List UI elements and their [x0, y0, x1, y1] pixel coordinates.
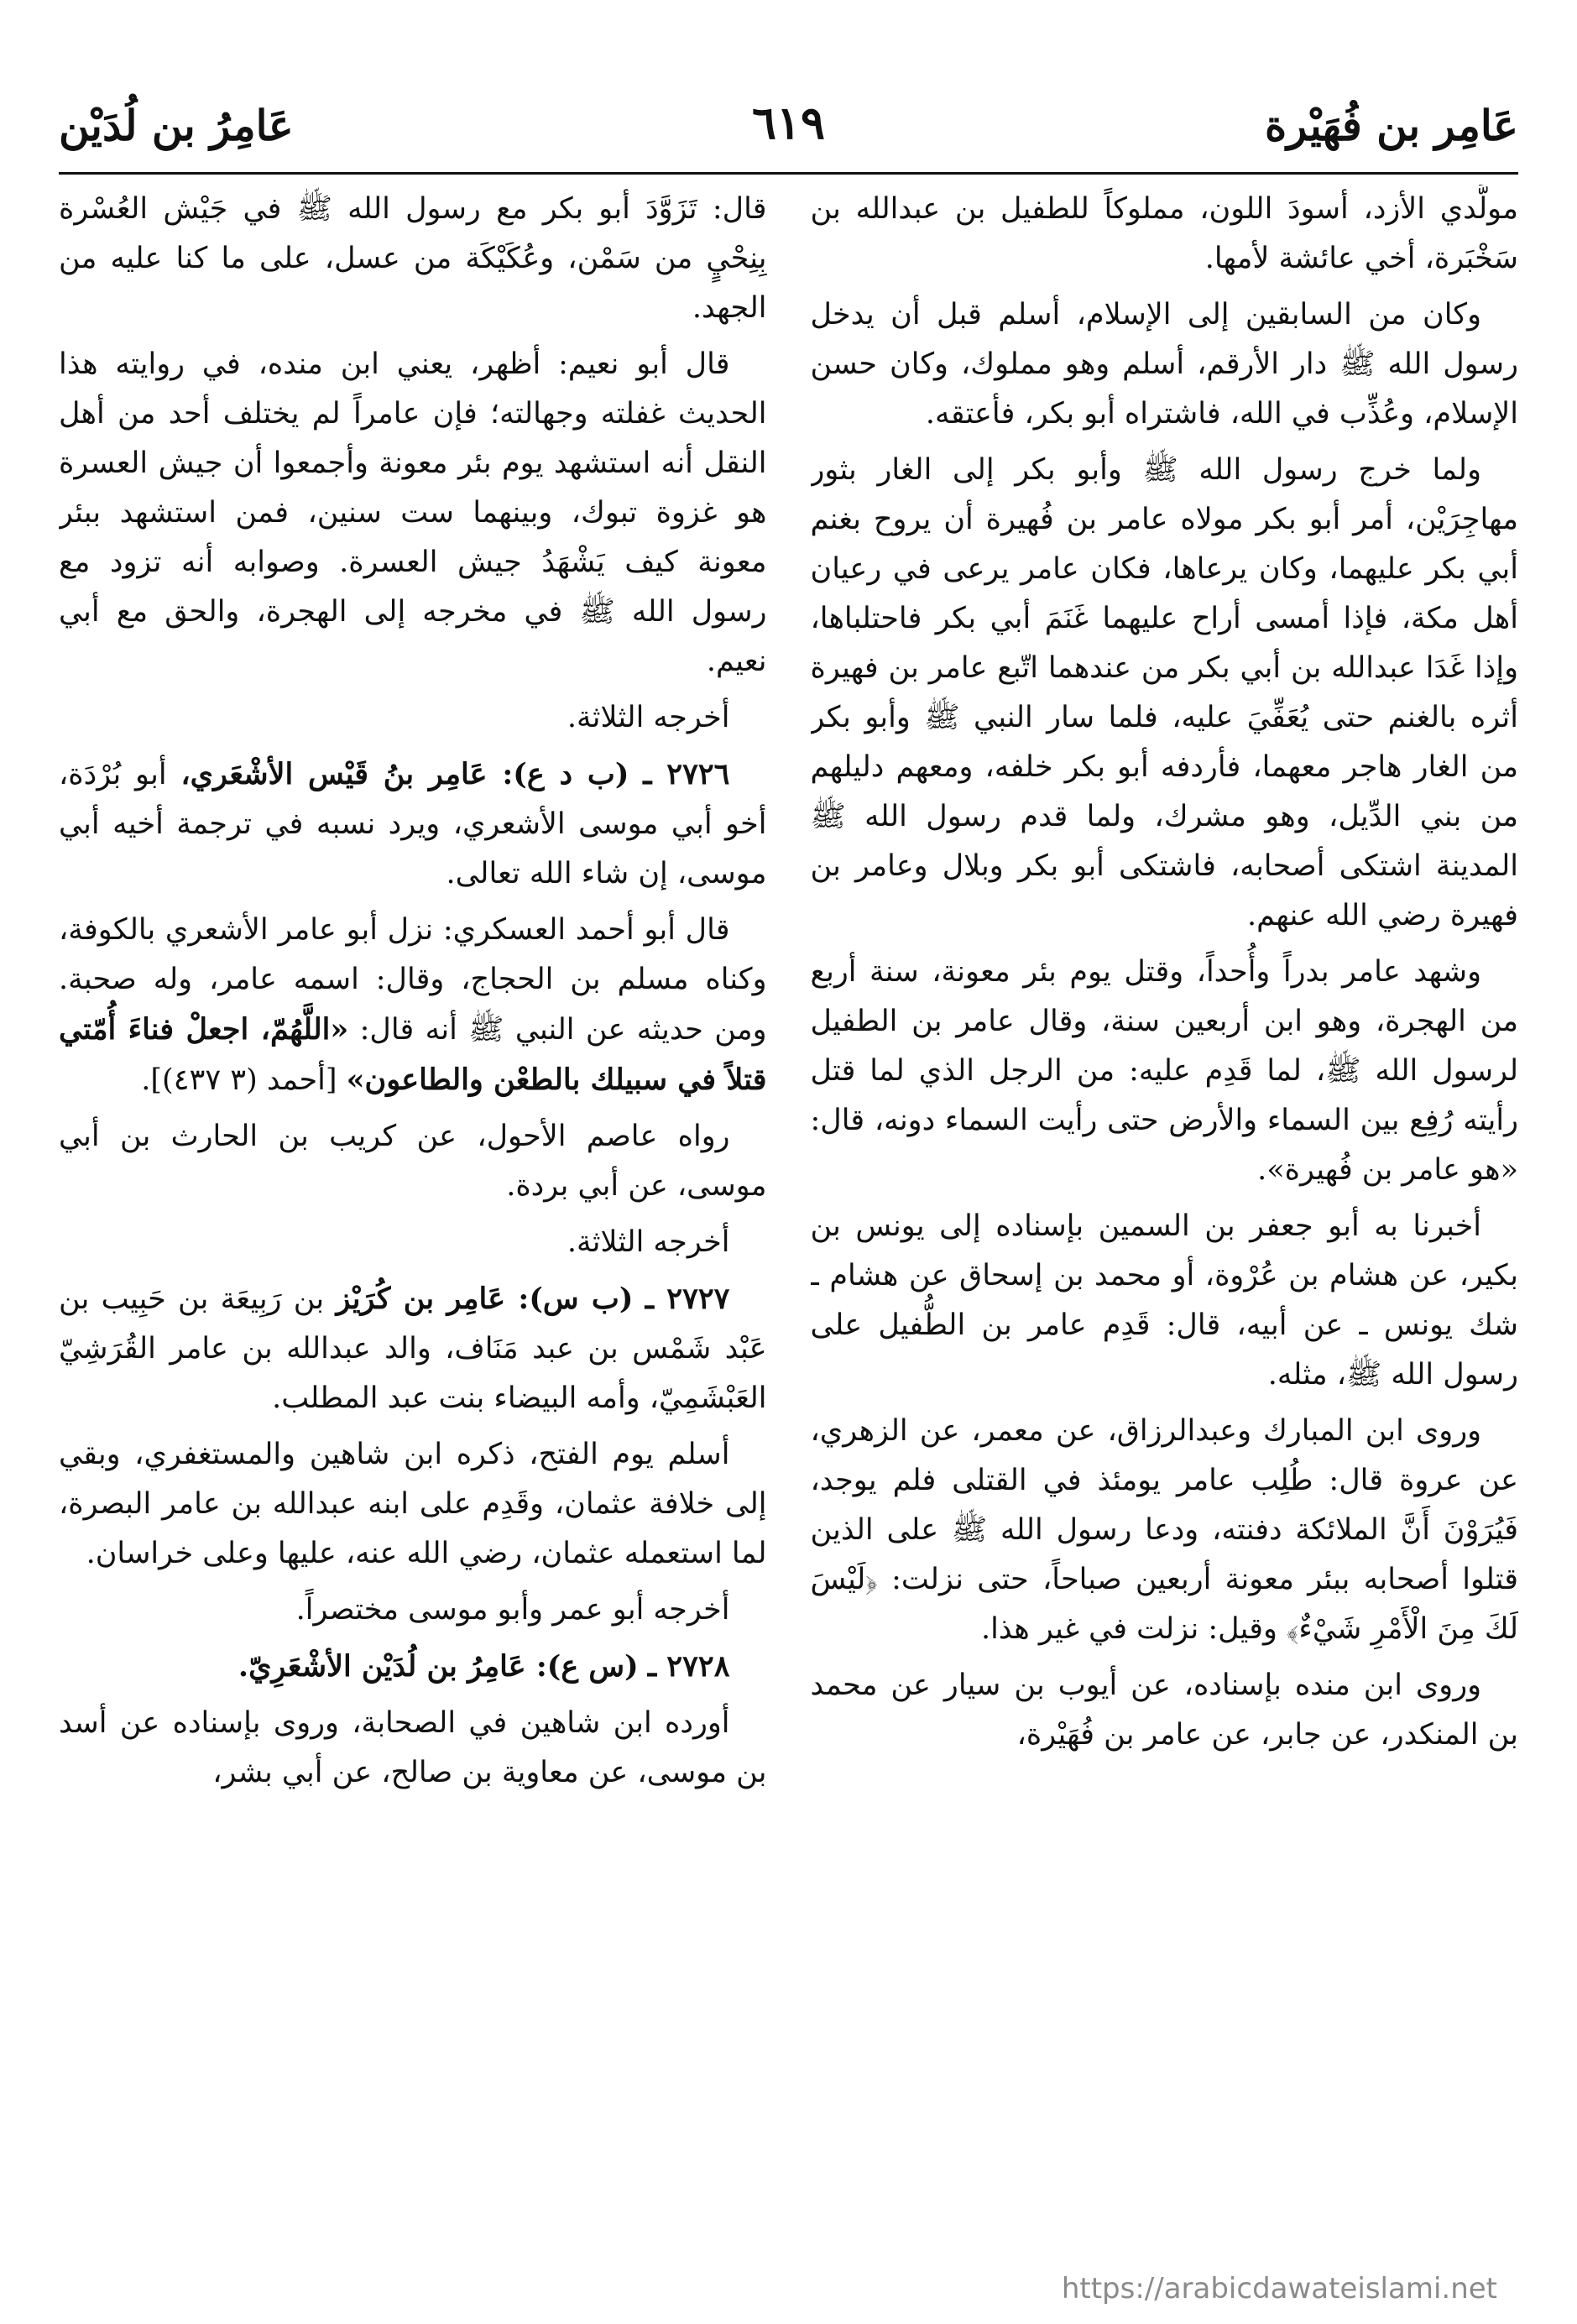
paragraph: [59, 906, 767, 1105]
paragraph: وشهد عامر بدراً وأُحداً، وقتل يوم بئر معونة، سنة أربع من الهجرة، وهو ابن أربعين سنة، وقال عامر بن الطفيل لرسول الله ﷺ، لما قَدِم عليه: من الرجل الذي لما قتل رأيته رُفِع بين السماء والأرض حتى رأيت السماء دونه، قال: «هو عامر بن فُهيرة».: [810, 955, 1518, 1187]
paragraph: أخرجه أبو عمر وأبو موسى مختصراً.: [295, 1593, 730, 1627]
entry-heading: (ب د ع): عَامِر بنُ قَيْس الأشْعَري،: [180, 757, 629, 791]
paragraph: رواه عاصم الأحول، عن كريب بن الحارث بن أبي موسى، عن أبي بردة.: [59, 1120, 767, 1203]
paragraph: قال أبو نعيم: أظهر، يعني ابن منده، في روايته هذا الحديث غفلته وجهالته؛ فإن عامراً لم يختلف أحد من أهل النقل أنه استشهد يوم بئر معونة وأجمعوا أن جيش العسرة هو غزوة تبوك، وبينهما ست سنين، فمن استشهد ببئر معونة كيف يَشْهَدُ جيش العسرة. وصوابه أنه تزود مع رسول الله ﷺ في مخرجه إلى الهجرة، والحق مع أبي نعيم.: [59, 347, 767, 678]
entry-2726: [59, 749, 767, 899]
hadith-quote: «اللَّهُمّ، اجعلْ فناءَ أُمّتي قتلاً في سبيلك بالطعْن والطاعون»: [59, 1012, 767, 1097]
paragraph-text: قال أبو أحمد العسكري: نزل أبو عامر الأشعري بالكوفة، وكناه مسلم بن الحجاج، وقال: اسمه عامر، وله صحبة. ومن حديثه عن النبي ﷺ أنه قال:: [59, 913, 767, 1047]
page-header: [59, 96, 1518, 159]
entry-number: ٢٧٢٦ ـ: [643, 757, 730, 791]
entry-heading: (س ع): عَامِرُ بن لُدَيْن الأشْعَرِيّ.: [238, 1649, 639, 1684]
paragraph: أسلم يوم الفتح، ذكره ابن شاهين والمستغفري، وبقي إلى خلافة عثمان، وقَدِم على ابنه عبدالله بن عامر البصرة، لما استعمله عثمان، رضي الله عنه، عليها وعلى خراسان.: [59, 1438, 767, 1570]
entry-text: بن رَبِيعَة بن حَبِيب بن عَبْد شَمْس بن عبد مَنَاف، والد عبدالله بن عامر القُرَشِيّ العَبْشَمِيّ، وأمه البيضاء بنت عبد المطلب.: [59, 1282, 767, 1415]
paragraph: أورده ابن شاهين في الصحابة، وروى بإسناده عن أسد بن موسى، عن معاوية بن صالح، عن أبي بشر،: [59, 1706, 767, 1789]
left-column: [59, 185, 767, 2274]
paragraph: وروى ابن منده بإسناده، عن أيوب بن سيار عن محمد بن المنكدر، عن جابر، عن عامر بن فُهَيْرة،: [810, 1669, 1518, 1752]
paragraph: أخبرنا به أبو جعفر بن السمين بإسناده إلى يونس بن بكير، عن هشام بن عُرْوة، أو محمد بن إسحاق عن هشام ـ شك يونس ـ عن أبيه، قال: قَدِم عامر بن الطُّفيل على رسول الله ﷺ، مثله.: [810, 1209, 1518, 1392]
running-title-left: عَامِرُ بن لُدَيْن: [59, 101, 294, 150]
paragraph: وكان من السابقين إلى الإسلام، أسلم قبل أن يدخل رسول الله ﷺ دار الأرقم، أسلم وهو مملوك، وكان حسن الإسلام، وعُذِّب في الله، فاشتراه أبو بكر، فأعتقه.: [810, 298, 1518, 431]
header-rule: [59, 172, 1518, 175]
right-column: [811, 185, 1519, 2274]
paragraph: مولَّدي الأزد، أسودَ اللون، مملوكاً للطفيل بن عبدالله بن سَخْبَرة، أخي عائشة لأمها.: [810, 192, 1518, 275]
entry-2728: [59, 1642, 767, 1692]
page-number: ٦١٩: [751, 96, 825, 149]
source-watermark: https://arabicdawateislami.net: [1061, 2272, 1497, 2306]
paragraph: أخرجه الثلاثة.: [567, 701, 730, 734]
entry-number: ٢٧٢٨ ـ: [647, 1649, 730, 1684]
running-title-right: عَامِر بن فُهَيْرة: [1264, 101, 1518, 150]
paragraph: وروى ابن المبارك وعبدالرزاق، عن معمر، عن الزهري، عن عروة قال: طُلِب عامر يومئذ في القتلى فلم يوجد، فَيُرَوْنَ أَنَّ الملائكة دفنته، ودعا رسول الله ﷺ على الذين قتلوا أصحابه ببئر معونة أربعين صباحاً، حتى نزلت: ﴿لَيْسَ لَكَ مِنَ الْأَمْرِ شَيْءٌ﴾ وقيل: نزلت في غير هذا.: [810, 1414, 1518, 1646]
paragraph: ولما خرج رسول الله ﷺ وأبو بكر إلى الغار بثور مهاجِرَيْن، أمر أبو بكر مولاه عامر بن فُهيرة أن يروح بغنم أبي بكر عليهما، وكان يرعاها، فكان عامر يرعى في رعيان أهل مكة، فإذا أمسى أراح عليهما غَنَمَ أبي بكر فاحتلباها، وإذا غَدَا عبدالله بن أبي بكر من عندهما اتّبع عامر بن فهيرة أثره بالغنم حتى يُعَفِّيَ عليه، فلما سار النبي ﷺ وأبو بكر من الغار هاجر معهما، فأردفه أبو بكر خلفه، ومعهم دليلهم من بني الدِّيل، وهو مشرك، ولما قدم رسول الله ﷺ المدينة اشتكى أصحابه، فاشتكى أبو بكر وبلال وعامر بن فهيرة رضي الله عنهم.: [810, 453, 1518, 932]
paragraph: أخرجه الثلاثة.: [567, 1225, 730, 1259]
entry-2727: [59, 1274, 767, 1423]
entry-number: ٢٧٢٧ ـ: [645, 1282, 730, 1316]
entry-text: أبو بُرْدَة، أخو أبي موسى الأشعري، ويرد نسبه في ترجمة أخيه أبي موسى، إن شاء الله تعالى.: [59, 758, 767, 890]
paragraph: قال: تَزَوَّدَ أبو بكر مع رسول الله ﷺ في جَيْش العُسْرة بِنِحْيٍ من سَمْن، وعُكَيْكَة من عسل، على ما كنا عليه من الجهد.: [59, 192, 767, 325]
hadith-reference: [أحمد (٣ ٤٣٧)].: [141, 1063, 337, 1097]
entry-heading: (ب س): عَامِر بن كُرَيْز: [336, 1282, 634, 1316]
text-columns: [59, 185, 1518, 2274]
